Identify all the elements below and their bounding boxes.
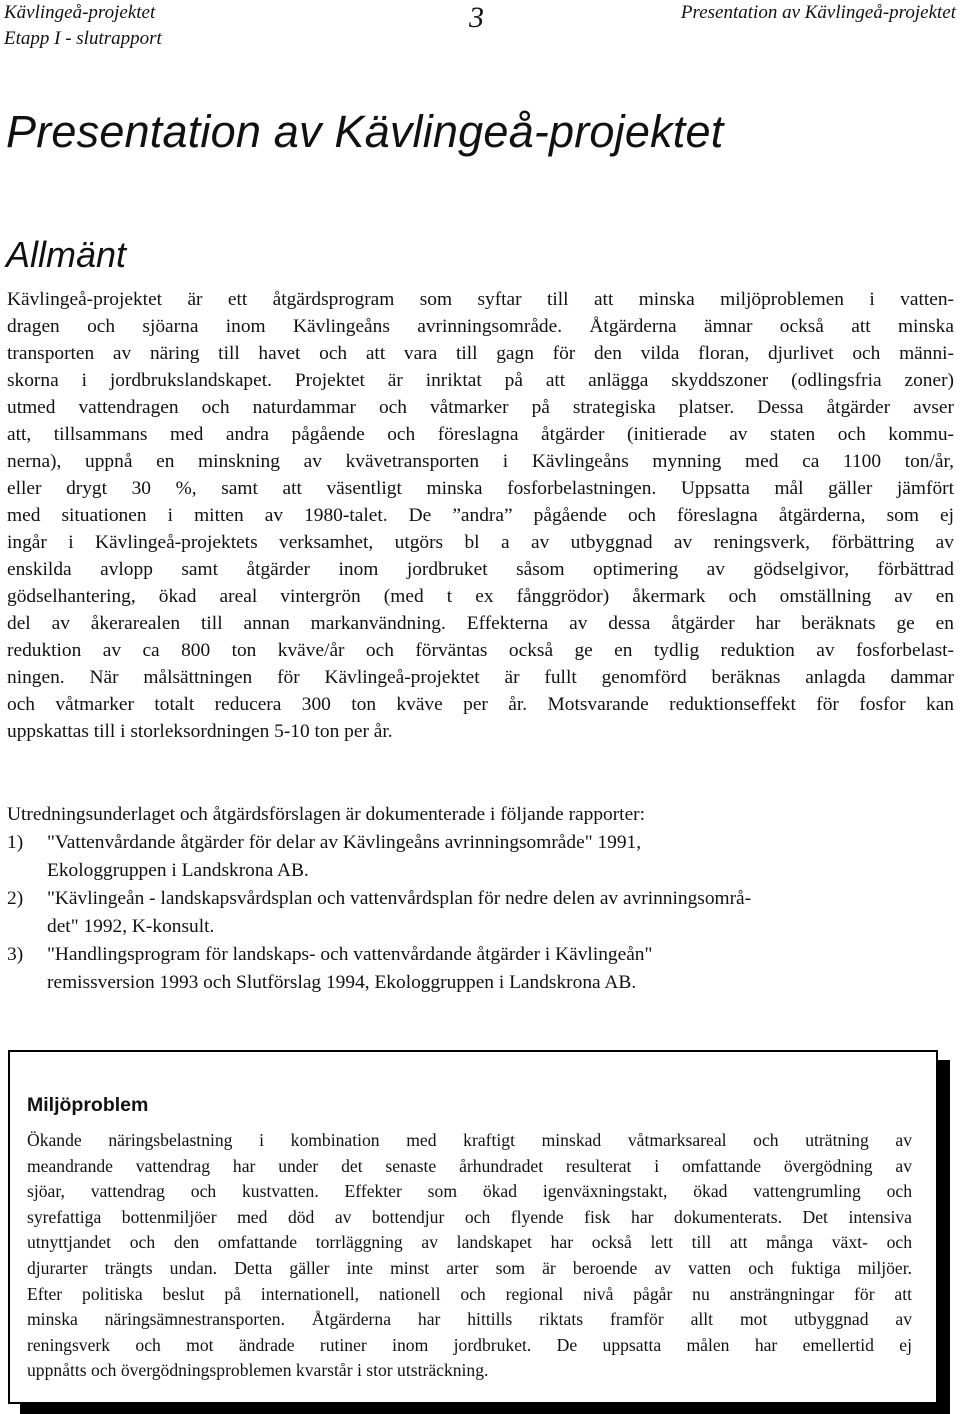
report-number: 1) [7,832,24,853]
report-item [7,829,954,885]
report-line: det" 1992, K-konsult. [47,916,215,937]
callout-line: utnyttjandet och den omfattande torrläggning av landskapet har också lett till att många växt- och [27,1232,912,1253]
page-header [0,0,960,60]
header-section-title: Presentation av Kävlingeå-projektet [680,2,956,23]
callout-text [27,1128,912,1384]
report-line: "Vattenvårdande åtgärder för delar av Kävlingeåns avrinningsområde" 1991, [47,832,642,853]
body-line: enskilda avlopp samt åtgärder inom jordbruket såsom optimering av gödselgivor, förbättrad [7,559,954,580]
report-line: "Kävlingeån - landskapsvårdsplan och vattenvårdsplan för nedre delen av avrinningsområ- [47,888,752,909]
report-item [7,941,954,997]
report-list-intro: Utredningsunderlaget och åtgärdsförslagen är dokumenterade i följande rapporter: [7,804,646,825]
callout-box [8,1050,938,1404]
body-line: Kävlingeå-projektet är ett åtgärdsprogram som syftar till att minska miljöproblemen i vatten- [7,289,954,310]
callout-line: djurarter trängts undan. Detta gäller inte minst arter som är beroende av vatten och fuktiga miljöer. [27,1257,912,1278]
body-line: nerna), uppnå en minskning av kvävetransporten i Kävlingeåns mynning med ca 1100 ton/år, [7,451,954,472]
body-line: att, tillsammans med andra pågående och föreslagna åtgärder (initierade av staten och kommu- [7,424,954,445]
header-report-stage: Etapp I - slutrapport [4,28,162,49]
body-line: uppskattas till i storleksordningen 5-10 ton per år. [7,721,393,742]
header-project-name: Kävlingeå-projektet [4,2,156,23]
body-line: skorna i jordbrukslandskapet. Projektet är inriktat på att anlägga skyddszoner (odlingsfria zoner) [7,370,954,391]
report-line: "Handlingsprogram för landskaps- och vattenvårdande åtgärder i Kävlingeån" [47,944,653,965]
body-line: gödselhantering, ökad areal vintergrön (med t ex fånggrödor) åkermark och omställning av en [7,586,954,607]
callout-line: minska näringsämnestransporten. Åtgärderna har hittills riktats framför allt mot utbyggnad av [27,1309,912,1330]
callout-line: meandrande vattendrag har under det senaste århundradet resulterat i omfattande övergödning av [27,1155,912,1176]
page-number: 3 [469,1,484,34]
report-item [7,885,954,941]
body-line: reduktion av ca 800 ton kväve/år och förväntas också ge en tydlig reduktion av fosforbelast- [7,640,954,661]
body-line: transporten av näring till havet och att vara till gagn för den vilda floran, djurlivet och männi- [7,343,954,364]
report-number: 2) [7,888,24,909]
body-line: del av åkerarealen till annan markanvändning. Effekterna av dessa åtgärder har beräknats ge en [7,613,954,634]
body-line: dragen och sjöarna inom Kävlingeåns avrinningsområde. Åtgärderna ämnar också att minska [7,316,954,337]
callout-line: uppnåtts och övergödningsproblemen kvarstår i stor utsträckning. [27,1360,489,1381]
callout-line: Ökande näringsbelastning i kombination med kraftigt minskad våtmarksareal och uträtning av [27,1130,912,1150]
body-line: med situationen i mitten av 1980-talet. De ”andra” pågående och föreslagna åtgärderna, som ej [7,505,954,526]
callout-line: reningsverk och mot ändrade rutiner inom jordbruket. De uppsatta målen har emellertid ej [27,1334,912,1355]
callout-line: Efter politiska beslut på internationell, nationell och regional nivå pågår nu ansträngningar för att [27,1283,912,1304]
callout-title: Miljöproblem [27,1094,149,1116]
report-list [7,829,954,997]
body-line: ingår i Kävlingeå-projektets verksamhet, utgörs bl a av utbyggnad av reningsverk, förbättring av [7,532,954,553]
header-left [4,0,162,52]
report-number: 3) [7,944,24,965]
body-paragraph [7,286,954,745]
report-line: remissversion 1993 och Slutförslag 1994, Ekologgruppen i Landskrona AB. [47,972,637,993]
body-line: ningen. När målsättningen för Kävlingeå-projektet är fullt genomförd beräknas anlagda dammar [7,667,954,688]
page-title: Presentation av Kävlingeå-projektet [6,106,724,157]
report-list-section [7,801,954,997]
body-line: utmed vattendragen och naturdammar och våtmarker på strategiska platser. Dessa åtgärder avser [7,397,954,418]
body-line: eller drygt 30 %, samt att väsentligt minska fosforbelastningen. Uppsatta mål gäller jämfört [7,478,954,499]
report-line: Ekologgruppen i Landskrona AB. [47,860,309,881]
callout-line: syrefattiga bottenmiljöer med död av bottendjur och flyende fisk har dokumenterats. Det intensiva [27,1206,912,1227]
section-heading: Allmänt [6,234,127,275]
body-line: och våtmarker totalt reducera 300 ton kväve per år. Motsvarande reduktionseffekt för fosfor kan [7,694,954,715]
callout-line: sjöar, vattendrag och kustvatten. Effekter som ökad igenväxningstakt, ökad vattengrumling och [27,1181,912,1202]
